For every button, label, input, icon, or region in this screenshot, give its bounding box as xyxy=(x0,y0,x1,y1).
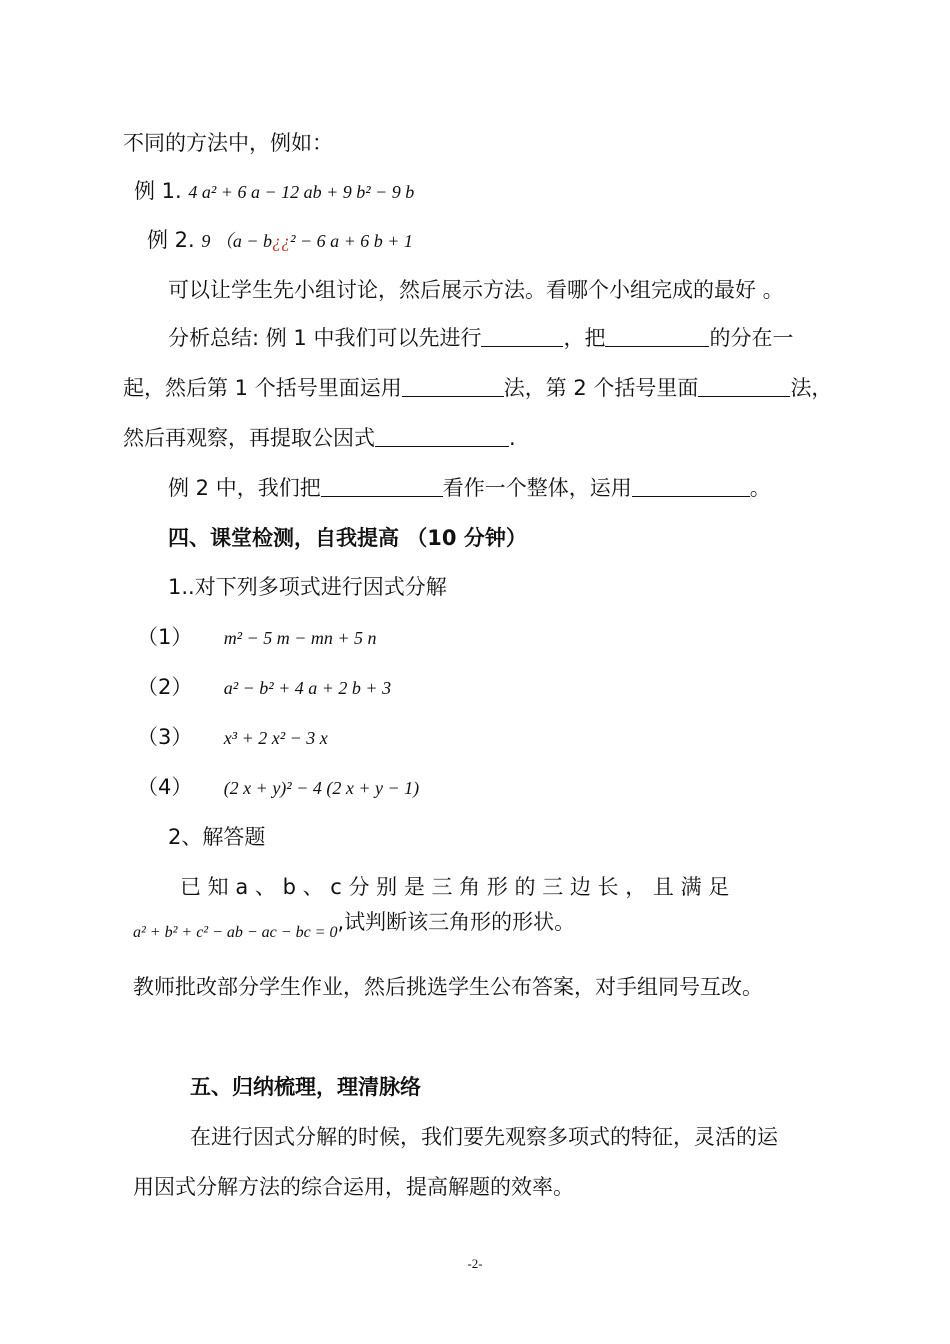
analysis-text: 例 2 中，我们把 xyxy=(168,476,321,500)
example-2-expression-end: ² − 6 a + 6 b + 1 xyxy=(290,231,413,251)
example-1 xyxy=(134,176,414,207)
question-2-expression: a² + b² + c² − ab − ac − bc = 0 xyxy=(133,924,338,941)
fill-blank[interactable] xyxy=(375,426,509,447)
exercise-expression: x³ + 2 x² − 3 x xyxy=(223,728,328,748)
example-2-label: 例 2. xyxy=(147,228,195,252)
question-2-heading: 2、解答题 xyxy=(168,825,266,849)
analysis-line-3 xyxy=(123,423,516,453)
analysis-text: 。 xyxy=(749,476,771,500)
example-1-label: 例 1. xyxy=(134,179,182,203)
analysis-line-4 xyxy=(168,473,771,503)
example-2-expression-start: 9 （a − b xyxy=(201,231,273,251)
exercise-item-4 xyxy=(137,772,419,803)
summary-line-1: 在进行因式分解的时候，我们要先观察多项式的特征，灵活的运 xyxy=(190,1125,778,1149)
fill-blank[interactable] xyxy=(321,476,443,497)
fill-blank[interactable] xyxy=(698,376,790,397)
fill-blank[interactable] xyxy=(402,376,504,397)
analysis-line-2 xyxy=(123,373,832,403)
analysis-text: 起，然后第 1 个括号里面运用 xyxy=(123,376,402,400)
teacher-note: 教师批改部分学生作业，然后挑选学生公布答案，对手组同号互改。 xyxy=(133,975,763,999)
fill-blank[interactable] xyxy=(605,326,709,347)
section-4-heading: 四、课堂检测，自我提高 （10 分钟） xyxy=(168,526,527,550)
exercise-expression: a² − b² + 4 a + 2 b + 3 xyxy=(223,678,392,698)
analysis-line-1 xyxy=(168,323,793,353)
exercise-label: （3） xyxy=(137,725,193,749)
exercise-expression: m² − 5 m − mn + 5 n xyxy=(223,628,377,648)
fill-blank[interactable] xyxy=(481,326,563,347)
exercise-label: （1） xyxy=(137,625,193,649)
analysis-text: 分析总结: 例 1 中我们可以先进行 xyxy=(168,326,482,350)
section-5-heading: 五、归纳梳理，理清脉络 xyxy=(190,1075,421,1099)
example-1-expression: 4 a² + 6 a − 12 ab + 9 b² − 9 b xyxy=(188,182,415,202)
exercise-label: （2） xyxy=(137,675,193,699)
exercise-item-3 xyxy=(137,722,328,753)
question-2-condition xyxy=(133,910,576,948)
question-2-ask: ,试判断该三角形的形状。 xyxy=(337,910,576,934)
analysis-text: 看作一个整体，运用 xyxy=(442,476,632,500)
analysis-text: 法， xyxy=(790,376,833,400)
exercise-label: （4） xyxy=(137,775,193,799)
example-2-garbled-glyphs: ¿¿ xyxy=(272,231,291,251)
analysis-text: . xyxy=(509,426,516,450)
exercise-item-1 xyxy=(137,622,377,653)
summary-line-2: 用因式分解方法的综合运用，提高解题的效率。 xyxy=(133,1175,574,1199)
question-2-text: 已 知 a 、 b 、 c 分 别 是 三 角 形 的 三 边 长 ， 且 满 足 xyxy=(180,875,730,899)
page-number: -2- xyxy=(467,1256,483,1271)
analysis-text: 法，第 2 个括号里面 xyxy=(503,376,699,400)
exercise-expression: (2 x + y)² − 4 (2 x + y − 1) xyxy=(223,778,420,798)
question-1-prompt: 1..对下列多项式进行因式分解 xyxy=(168,575,447,599)
analysis-text: ，把 xyxy=(563,326,606,350)
analysis-text: 的分在一 xyxy=(709,326,794,350)
fill-blank[interactable] xyxy=(632,476,750,497)
discussion-text: 可以让学生先小组讨论，然后展示方法。看哪个小组完成的最好 。 xyxy=(168,278,784,302)
intro-text: 不同的方法中，例如： xyxy=(123,131,333,155)
exercise-item-2 xyxy=(137,672,391,703)
analysis-text: 然后再观察，再提取公因式 xyxy=(123,426,375,450)
example-2 xyxy=(147,225,413,256)
